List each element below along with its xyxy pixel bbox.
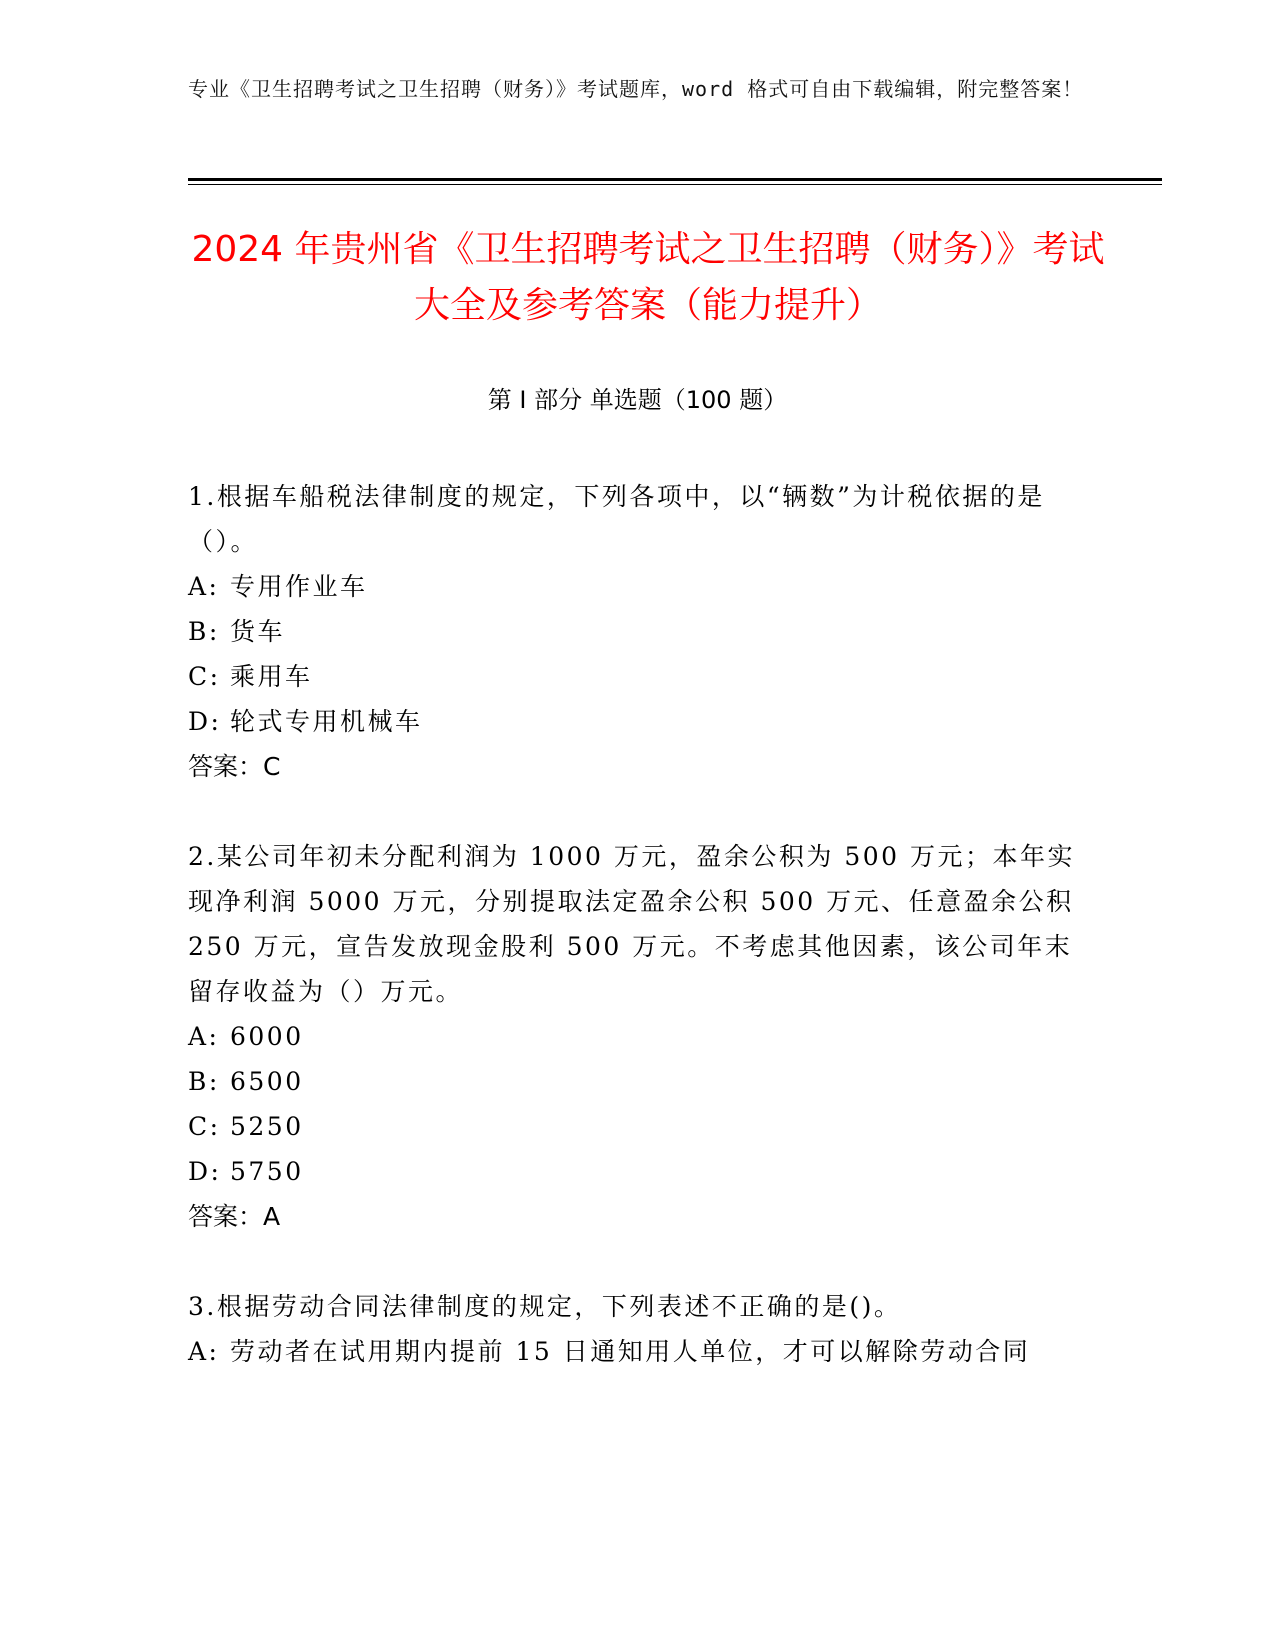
option-text: 6000 xyxy=(230,1022,304,1051)
option-text: 专用作业车 xyxy=(230,572,368,601)
question-stem: 3.根据劳动合同法律制度的规定，下列表述不正确的是()。 xyxy=(188,1292,902,1321)
option-text: 乘用车 xyxy=(230,662,313,691)
answer: 答案：C xyxy=(188,752,281,781)
option-b xyxy=(188,1059,1088,1104)
option-text: 6500 xyxy=(230,1067,304,1096)
option-letter: A: xyxy=(188,1337,220,1366)
option-letter: C: xyxy=(188,662,221,691)
option-c xyxy=(188,1104,1088,1149)
option-text: 轮式专用机械车 xyxy=(230,707,423,736)
header-divider xyxy=(188,178,1162,181)
header-divider-thin xyxy=(188,184,1162,185)
option-a xyxy=(188,1329,1088,1374)
option-text: 货车 xyxy=(230,617,286,646)
question-list xyxy=(188,474,1088,1419)
option-letter: A: xyxy=(188,1022,220,1051)
option-a xyxy=(188,1014,1088,1059)
option-letter: A: xyxy=(188,572,220,601)
option-b xyxy=(188,609,1088,654)
option-d xyxy=(188,699,1088,744)
option-d xyxy=(188,1149,1088,1194)
section-heading: 第 I 部分 单选题（100 题） xyxy=(487,386,788,414)
document-title: 2024 年贵州省《卫生招聘考试之卫生招聘（财务）》考试大全及参考答案（能力提升） xyxy=(191,229,1105,326)
question-stem: 2.某公司年初未分配利润为 1000 万元，盈余公积为 500 万元；本年实现净利润 5000 万元，分别提取法定盈余公积 500 万元、任意盈余公积 250 万元，宣告发放现金股利 500 万元。不考虑其他因素，该公司年末留存收益为（）万元。 xyxy=(188,842,1075,1006)
option-text: 5750 xyxy=(230,1157,304,1186)
question-1 xyxy=(188,474,1088,789)
question-2 xyxy=(188,834,1088,1239)
answer: 答案：A xyxy=(188,1202,281,1231)
header-note: 专业《卫生招聘考试之卫生招聘（财务）》考试题库，word 格式可自由下载编辑，附完整答案！ xyxy=(188,77,1084,101)
option-text: 劳动者在试用期内提前 15 日通知用人单位，才可以解除劳动合同 xyxy=(230,1337,1031,1366)
option-c xyxy=(188,654,1088,699)
option-text: 5250 xyxy=(230,1112,304,1141)
option-letter: D: xyxy=(188,1157,222,1186)
option-letter: B: xyxy=(188,617,220,646)
question-3 xyxy=(188,1284,1088,1374)
question-stem: 1.根据车船税法律制度的规定，下列各项中，以“辆数”为计税依据的是（）。 xyxy=(188,482,1045,556)
option-letter: C: xyxy=(188,1112,221,1141)
option-letter: D: xyxy=(188,707,222,736)
option-a xyxy=(188,564,1088,609)
option-letter: B: xyxy=(188,1067,220,1096)
